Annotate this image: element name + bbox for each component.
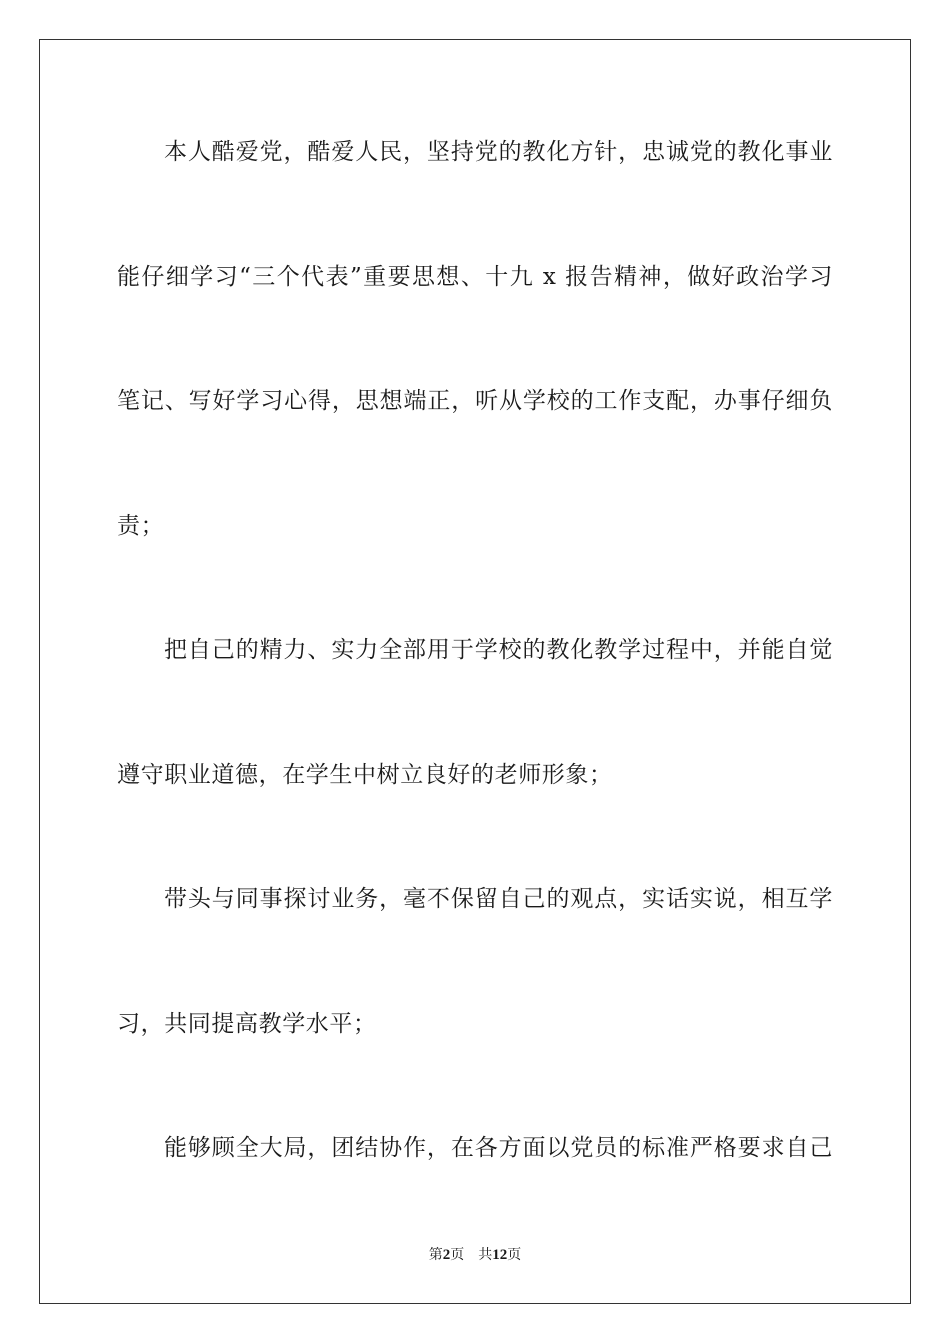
total-suffix: 页 (507, 1247, 522, 1263)
text-line-2: 能仔细学习“三个代表”重要思想、十九 x 报告精神，做好政治学习 (117, 264, 833, 290)
page-suffix: 页 (450, 1247, 465, 1263)
text-line-3: 笔记、写好学习心得，思想端正，听从学校的工作支配，办事仔细负 (117, 388, 833, 414)
page-border (39, 39, 911, 1304)
text-line-8: 习，共同提高教学水平； (117, 1011, 377, 1037)
page-number: 2 (442, 1247, 451, 1263)
text-line-5: 把自己的精力、实力全部用于学校的教化教学过程中，并能自觉 (164, 637, 833, 663)
page-footer (0, 1246, 950, 1264)
page-prefix: 第 (428, 1247, 443, 1263)
total-pages: 12 (492, 1247, 508, 1263)
text-line-1: 本人酷爱党，酷爱人民，坚持党的教化方针，忠诚党的教化事业 (164, 139, 833, 165)
text-line-6: 遵守职业道德，在学生中树立良好的老师形象； (117, 762, 613, 788)
text-line-4: 责； (117, 513, 165, 539)
total-prefix: 共 (478, 1247, 493, 1263)
text-line-9: 能够顾全大局，团结协作，在各方面以党员的标准严格要求自己 (164, 1135, 833, 1161)
text-line-7: 带头与同事探讨业务，毫不保留自己的观点，实话实说，相互学 (164, 886, 833, 912)
